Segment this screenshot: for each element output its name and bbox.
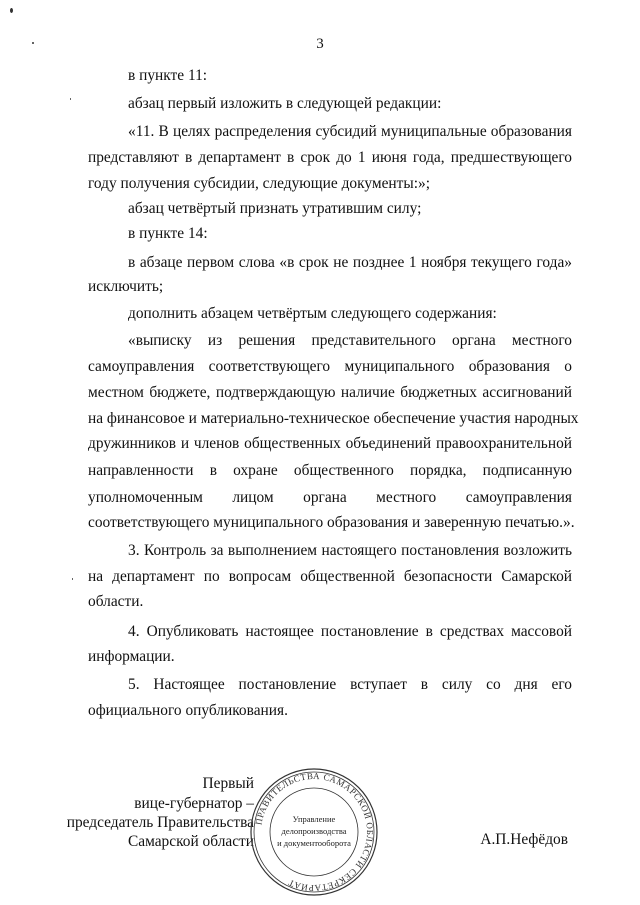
text-line: абзац первый изложить в следующей редакции: (128, 95, 442, 112)
text-line: дружинников и членов общественных объединений правоохранительной (88, 435, 572, 452)
text-line: 5. Настоящее постановление вступает в силу со дня его (128, 676, 572, 693)
seal-center-line: и документооборота (277, 838, 351, 848)
signer-title-line: вице-губернатор – (134, 795, 254, 812)
scan-speck (10, 8, 13, 13)
signer-title-line: Самарской области (127, 833, 254, 850)
text-line: информации. (88, 648, 175, 665)
signer-title-line: председатель Правительства (66, 814, 254, 831)
scan-speck (32, 42, 34, 44)
text-line: соответствующего муниципального образования и заверенную печатью.». (88, 514, 575, 531)
seal-center-line: делопроизводства (281, 826, 347, 836)
text-line: дополнить абзацем четвёртым следующего содержания: (128, 305, 497, 322)
text-line: на финансовое и материально-техническое обеспечение участия народных (88, 410, 579, 427)
text-line: году получения субсидии, следующие документы:»; (88, 175, 430, 192)
scan-speck (72, 578, 73, 580)
text-line: на департамент по вопросам общественной безопасности Самарской (88, 568, 572, 585)
scan-speck (70, 98, 71, 100)
text-line: местном бюджете, подтверждающую наличие бюджетных ассигнований (88, 384, 572, 401)
text-line: 4. Опубликовать настоящее постановление в средствах массовой (128, 623, 572, 640)
text-line: абзац четвёртый признать утратившим силу; (128, 200, 422, 217)
text-line: направленности в охране общественного порядка, подписанную (88, 462, 572, 479)
text-line: в пункте 11: (128, 67, 208, 84)
signer-name: А.П.Нефёдов (480, 831, 568, 848)
seal-center-line: Управление (292, 814, 336, 824)
text-line: в абзаце первом слова «в срок не позднее 1 ноября текущего года» (128, 254, 572, 271)
text-line: исключить; (88, 278, 164, 295)
text-line: «выписку из решения представительного органа местного (128, 332, 572, 349)
text-line: 3. Контроль за выполнением настоящего постановления возложить (128, 542, 572, 559)
text-line: самоуправления соответствующего муниципального образования о (88, 358, 572, 375)
text-line: «11. В целях распределения субсидий муниципальные образования (128, 123, 572, 140)
text-line: уполномоченным лицом органа местного самоуправления (88, 489, 572, 506)
signer-title-line: Первый (202, 775, 254, 792)
text-line: в пункте 14: (128, 225, 208, 242)
text-line: официального опубликования. (88, 702, 288, 719)
official-seal (248, 766, 380, 898)
page-number: 3 (316, 36, 324, 52)
seal-ring-text: ПРАВИТЕЛЬСТВА САМАРСКОЙ ОБЛАСТИ СЕКРЕТАРИАТ (253, 770, 376, 894)
text-line: представляют в департамент в срок до 1 июня года, предшествующего (88, 149, 572, 166)
text-line: области. (88, 593, 144, 610)
